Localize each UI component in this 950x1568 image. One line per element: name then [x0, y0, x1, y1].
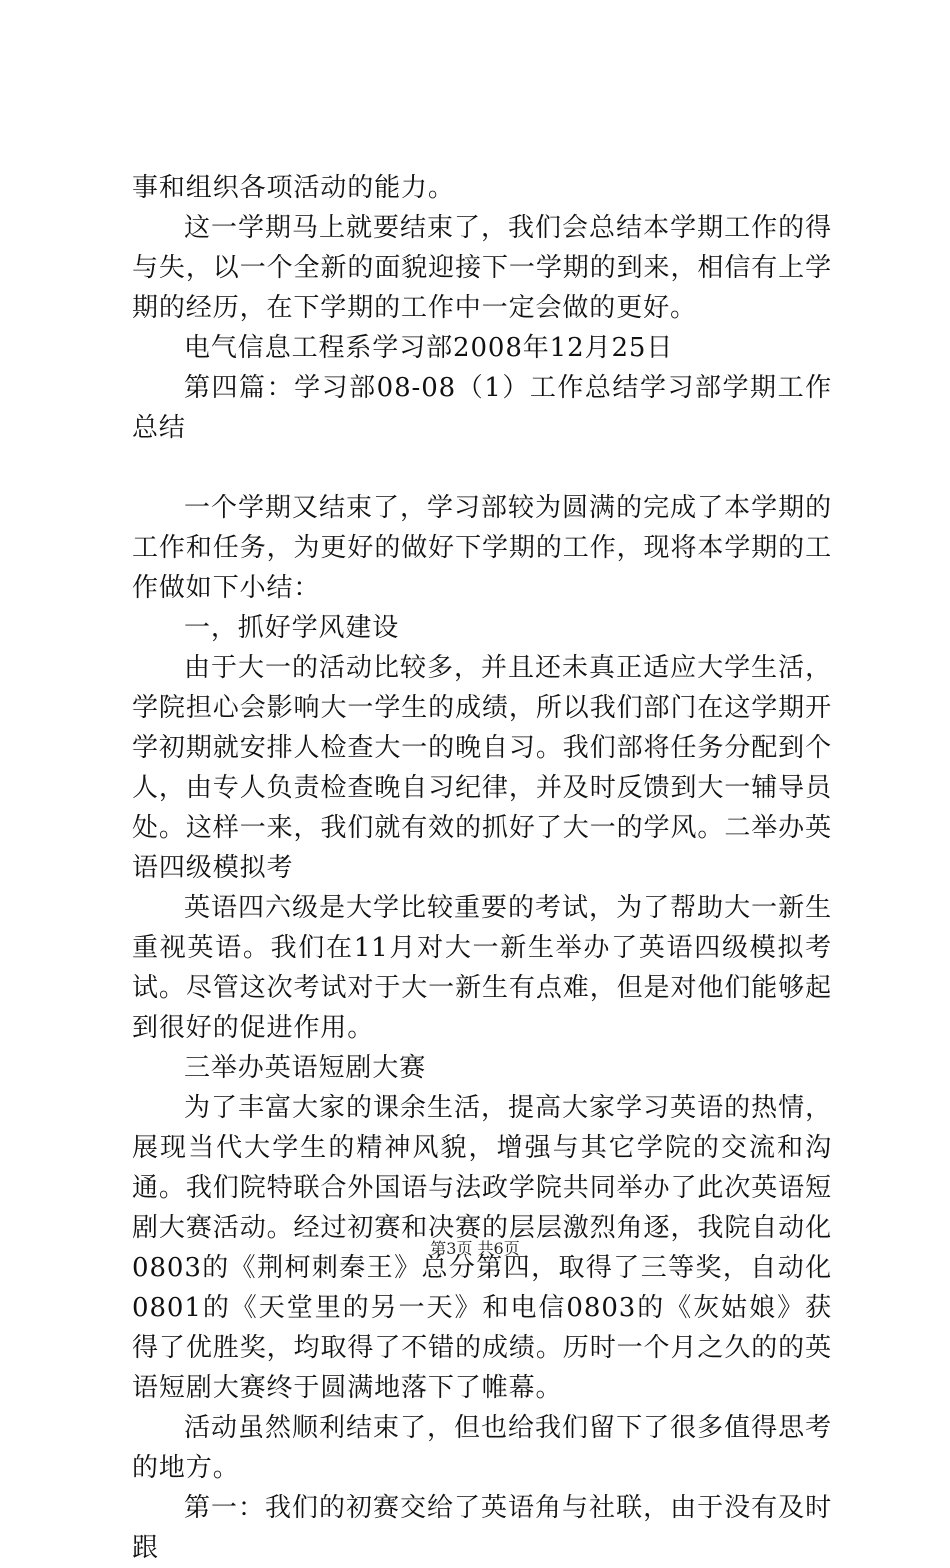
paragraph-evening-study: 由于大一的活动比较多，并且还未真正适应大学生活，学院担心会影响大一学生的成绩，所以我们部门在这学期开学初期就安排人检查大一的晚自习。我们部将任务分配到个人，由专人负责检查晚自习纪律，并及时反馈到大一辅导员处。这样一来，我们就有效的抓好了大一的学风。二举办英语四级模拟考 — [132, 653, 832, 883]
paragraph-semester-end: 这一学期马上就要结束了，我们会总结本学期工作的得与失，以一个全新的面貌迎接下一学期的到来，相信有上学期的经历，在下学期的工作中一定会做的更好。 — [132, 213, 832, 323]
subheading-drama-contest: 三举办英语短剧大赛 — [184, 1053, 427, 1083]
paragraph-reflection: 活动虽然顺利结束了，但也给我们留下了很多值得思考的地方。 — [132, 1413, 832, 1483]
paragraph-drama-contest: 为了丰富大家的课余生活，提高大家学习英语的热情，展现当代大学生的精神风貌，增强与其它学院的交流和沟通。我们院特联合外国语与法政学院共同举办了此次英语短剧大赛活动。经过初赛和决赛的层层激烈角逐，我院自动化0803的《荆柯刺秦王》总分第四，取得了三等奖，自动化0801的《天堂里的另一天》和电信0803的《灰姑娘》获得了优胜奖，均取得了不错的成绩。历时一个月之久的的英语短剧大赛终于圆满地落下了帷幕。 — [132, 1093, 832, 1403]
subheading-study-style: 一，抓好学风建设 — [184, 613, 400, 643]
paragraph-point-one: 第一：我们的初赛交给了英语角与社联，由于没有及时跟 — [132, 1493, 832, 1563]
paragraph-intro: 一个学期又结束了，学习部较为圆满的完成了本学期的工作和任务，为更好的做好下学期的工作，现将本学期的工作做如下小结： — [132, 493, 832, 603]
paragraph-continuation: 事和组织各项活动的能力。 — [132, 173, 455, 203]
page-number-footer: 第3页 共6页 — [430, 1239, 520, 1258]
section-heading-part-four: 第四篇：学习部08-08（1）工作总结学习部学期工作总结 — [132, 373, 832, 443]
document-body — [132, 168, 832, 1568]
paragraph-cet-mock-exam: 英语四六级是大学比较重要的考试，为了帮助大一新生重视英语。我们在11月对大一新生举办了英语四级模拟考试。尽管这次考试对于大一新生有点难，但是对他们能够起到很好的促进作用。 — [132, 893, 832, 1043]
paragraph-signature-date: 电气信息工程系学习部2008年12月25日 — [184, 333, 674, 363]
